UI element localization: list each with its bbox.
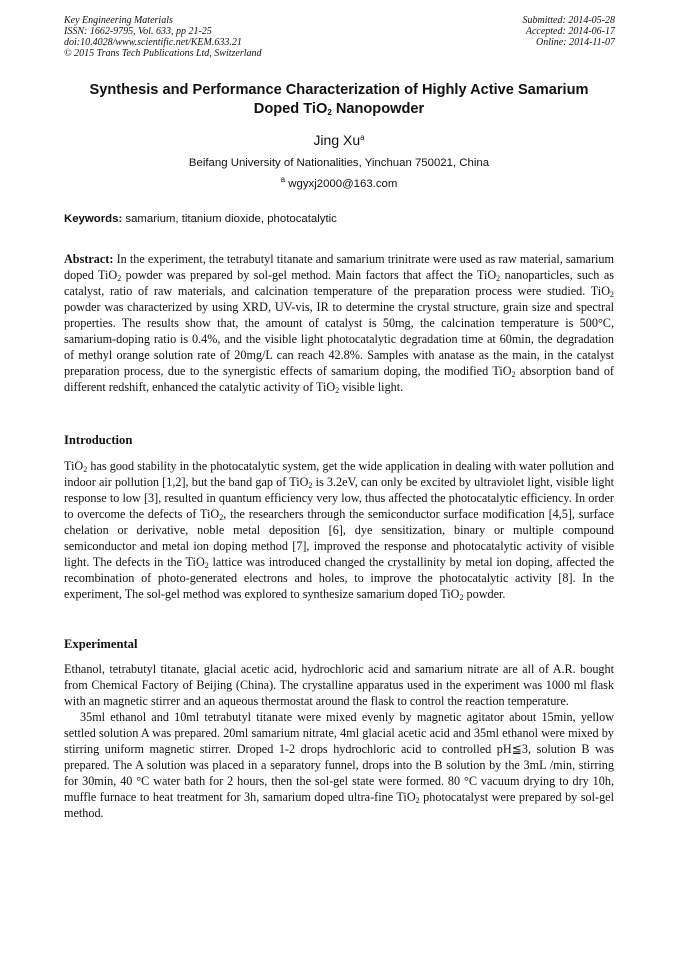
accepted-date: Accepted: 2014-06-17	[525, 26, 615, 37]
experimental-paragraph-2: 35ml ethanol and 10ml tetrabutyl titanate were mixed evenly by magnetic agitator about 15min, yellow settled solution A was prepared. 20ml samarium nitrate, 4ml glacial acetic acid and 35ml ethanol were mixed by stirring uniform magnetic stirrer. Droped 1-2 drops hydrochloric acid to controlled pH≦3, solution B was prepared. The A solution was placed in a separatory funnel, drops into the B solution by the 3mL /min, stirring for 30min, 40 °C water bath for 2 hours, then the sol-gel state were formed. 80 °C vacuum drying to dry 10h, muffle furnace to heat treatment for 3h, samarium doped ultra-fine TiO$_2$ photocatalyst were prepared by sol-gel method.	[64, 710, 614, 820]
online-date: Online: 2014-11-07	[536, 37, 615, 48]
paper-title	[40, 81, 638, 119]
keywords	[64, 213, 337, 225]
title-line-2: Doped TiO$_2$ Nanopowder	[253, 101, 425, 117]
introduction-body: TiO$_2$ has good stability in the photocatalytic system, get the wide application in dealing with water pollution and indoor air pollution [1,2], but the band gap of TiO$_2$ is 3.2eV, can only be excited by ultraviolet light, visible light response to low [3], resulted in quantum efficiency very low, thus affected the photocatalytic efficiency. In order to overcome the defects of TiO$_2$, the researchers through the semiconductor surface modification [4,5], surface chelation or derivative, noble metal deposition [6], dye sensitization, binary or multiple compound semiconductor and metal ion doping method [7], improved the response and photocatalytic activity of visible light. The defects in the TiO$_2$ lattice was introduced changed the crystallinity by metal ion doping, affected the recombination of photo-generated electrons and holes, to improve the photocatalytic activity [8]. In the experiment, The sol-gel method was explored to synthesize samarium doped TiO$_2$ powder.	[64, 459, 614, 602]
experimental-paragraph-1: Ethanol, tetrabutyl titanate, glacial acetic acid, hydrochloric acid and samarium nitrate are all of A.R. bought from Chemical Factory of Beijing (China). The crystalline apparatus used in the experiment was 1000 ml flask with an magnetic stirrer and an aqueous thermostat around the flask to control the reaction temperature.	[64, 662, 614, 708]
author-affiliation: Beifang University of Nationalities, Yinchuan 750021, China	[188, 157, 490, 169]
experimental-heading: Experimental	[64, 637, 138, 651]
issn-volume: ISSN: 1662-9795, Vol. 633, pp 21-25	[64, 26, 212, 37]
experimental-body	[64, 661, 614, 821]
introduction-heading: Introduction	[64, 433, 133, 447]
keywords-label: Keywords:	[64, 213, 123, 225]
title-line-1: Synthesis and Performance Characterization of Highly Active Samarium	[89, 82, 589, 98]
submitted-date: Submitted: 2014-05-28	[522, 15, 615, 26]
journal-header-left	[64, 15, 262, 59]
abstract: Abstract: In the experiment, the tetrabutyl titanate and samarium trinitrate were used as raw material, samarium doped TiO$_2$ powder was prepared by sol-gel method. Main factors that affect the TiO$_2$ nanoparticles, such as catalyst, ratio of raw materials, and calcination temperature of the preparation process were studied. TiO$_2$ powder was characterized by using XRD, UV-vis, IR to determine the crystal structure, grain size and spectral properties. The results show that, the amount of catalyst is 50mg, the calcination temperature is 500°C, samarium-doping ratio is 0.4%, and the visible light photocatalytic degradation time at 60min, the degradation of methyl orange solution rate of 20mg/L can reach 42.8%. Samples with anatase as the main, in the catalyst preparation process, due to the synergistic effects of samarium doping, the modified TiO$_2$ absorption band of different redshift, enhanced the catalytic activity of TiO$_2$ visible light.	[64, 252, 614, 395]
abstract-label: Abstract:	[64, 252, 114, 266]
journal-name: Key Engineering Materials	[64, 15, 173, 26]
keywords-text: samarium, titanium dioxide, photocatalytic	[122, 213, 337, 225]
copyright: © 2015 Trans Tech Publications Ltd, Switzerland	[64, 48, 262, 59]
journal-header-right	[523, 15, 616, 48]
author-email[interactable]: $^a$ wgyxj2000@163.com	[280, 175, 398, 190]
doi-link[interactable]: doi:10.4028/www.scientific.net/KEM.633.21	[64, 37, 242, 48]
author-name: Jing Xu$^a$	[313, 132, 365, 148]
